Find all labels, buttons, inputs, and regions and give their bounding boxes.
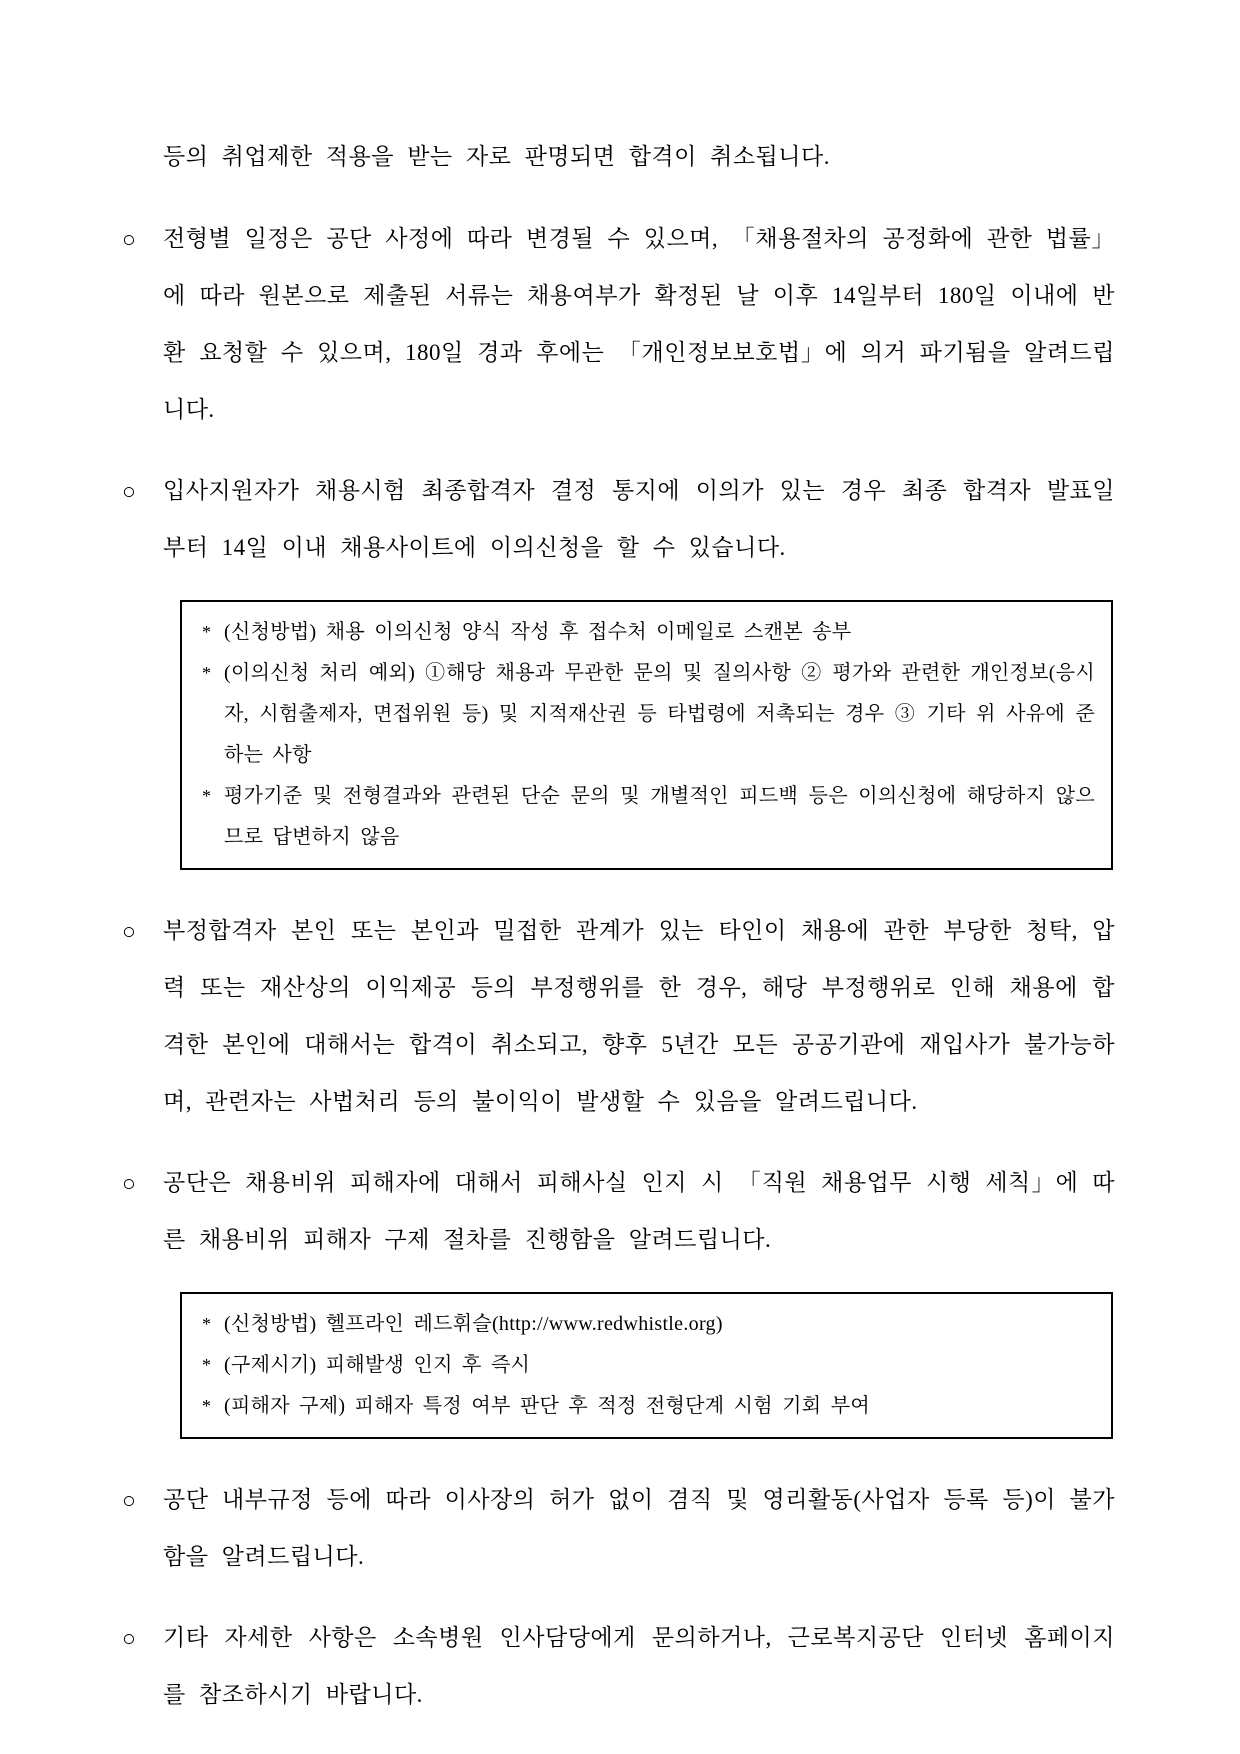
paragraph-text: 입사지원자가 채용시험 최종합격자 결정 통지에 이의가 있는 경우 최종 합격자 발표일 부터 14일 이내 채용사이트에 이의신청을 할 수 있습니다. [163, 478, 1115, 560]
note-item [198, 1345, 1095, 1386]
note-text: (이의신청 처리 예외) ①해당 채용과 무관한 문의 및 질의사항 ② 평가와 관련한 개인정보(응시자, 시험출제자, 면접위원 등) 및 지적재산권 등 타법령에 저촉되는 경우 ③ 기타 위 사유에 준하는 사항 [224, 662, 1095, 766]
bullet-marker: ○ [122, 479, 136, 504]
note-item [198, 612, 1095, 653]
bullet-paragraph-schedule-change [120, 210, 1115, 438]
bullet-paragraph-side-job [120, 1471, 1115, 1585]
bullet-paragraph-fraudulent-pass [120, 902, 1115, 1130]
bullet-paragraph-further-inquiries [120, 1609, 1115, 1723]
paragraph-text: 부정합격자 본인 또는 본인과 밀접한 관계가 있는 타인이 채용에 관한 부당한 청탁, 압력 또는 재산상의 이익제공 등의 부정행위를 한 경우, 해당 부정행위로 인해 채용에 합격한 본인에 대해서는 합격이 취소되고, 향후 5년간 모든 공공기관에 재입사가 불가능하며, 관련자는 사법처리 등의 불이익이 발생할 수 있음을 알려드립니다. [163, 918, 1115, 1114]
paragraph-text: 공단은 채용비위 피해자에 대해서 피해사실 인지 시 「직원 채용업무 시행 세칙」에 따른 채용비위 피해자 구제 절차를 진행함을 알려드립니다. [163, 1170, 1115, 1252]
note-text: (구제시기) 피해발생 인지 후 즉시 [224, 1354, 531, 1376]
bullet-paragraph-victim-remedy [120, 1154, 1115, 1268]
note-text: (피해자 구제) 피해자 특정 여부 판단 후 적정 전형단계 시험 기회 부여 [224, 1395, 870, 1417]
paragraph-text: 공단 내부규정 등에 따라 이사장의 허가 없이 겸직 및 영리활동(사업자 등록 등)이 불가함을 알려드립니다. [163, 1487, 1115, 1569]
note-text: (신청방법) 헬프라인 레드휘슬(http://www.redwhistle.org) [224, 1313, 723, 1335]
note-text: (신청방법) 채용 이의신청 양식 작성 후 접수처 이메일로 스캔본 송부 [224, 621, 852, 643]
bullet-marker: ○ [122, 919, 136, 944]
note-item [198, 776, 1095, 858]
continuation-paragraph: 등의 취업제한 적용을 받는 자로 판명되면 합격이 취소됩니다. [163, 144, 830, 169]
asterisk-marker: * [202, 1355, 212, 1375]
asterisk-marker: * [202, 622, 212, 642]
asterisk-marker: * [202, 786, 212, 806]
bullet-marker: ○ [122, 1488, 136, 1513]
bullet-marker: ○ [122, 1626, 136, 1651]
note-text: 평가기준 및 전형결과와 관련된 단순 문의 및 개별적인 피드백 등은 이의신청에 해당하지 않으므로 답변하지 않음 [224, 785, 1095, 848]
note-box-remedy [180, 1292, 1113, 1439]
bullet-paragraph-objection [120, 462, 1115, 576]
asterisk-marker: * [202, 1396, 212, 1416]
note-box-objection [180, 600, 1113, 870]
asterisk-marker: * [202, 663, 212, 683]
note-item [198, 653, 1095, 776]
bullet-marker: ○ [122, 227, 136, 252]
note-item [198, 1304, 1095, 1345]
note-item [198, 1386, 1095, 1427]
paragraph-text: 전형별 일정은 공단 사정에 따라 변경될 수 있으며, 「채용절차의 공정화에 관한 법률」에 따라 원본으로 제출된 서류는 채용여부가 확정된 날 이후 14일부터 180일 이내에 반환 요청할 수 있으며, 180일 경과 후에는 「개인정보보호법」에 의거 파기됨을 알려드립니다. [163, 226, 1115, 422]
asterisk-marker: * [202, 1314, 212, 1334]
bullet-marker: ○ [122, 1171, 136, 1196]
paragraph-text: 기타 자세한 사항은 소속병원 인사담당에게 문의하거나, 근로복지공단 인터넷 홈페이지를 참조하시기 바랍니다. [163, 1625, 1115, 1707]
